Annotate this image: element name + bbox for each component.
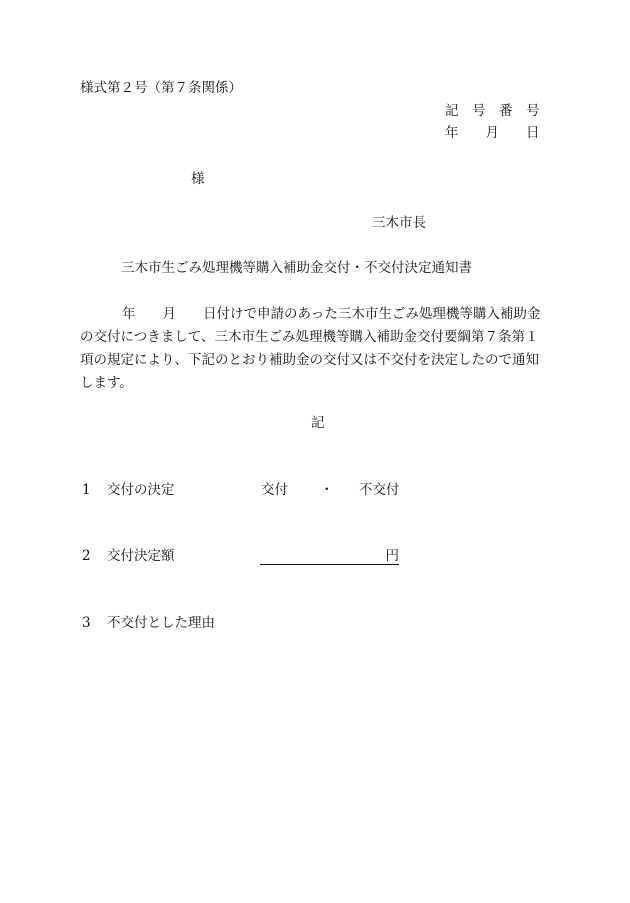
body-line: の交付につきまして、三木市生ごみ処理機等購入補助金交付要綱第７条第１ [80,329,539,345]
body-line: します。 [80,375,133,391]
option-grant: 交付 [261,482,288,498]
option-deny: 不交付 [359,482,400,498]
option-separator: ・ [320,482,334,498]
form-number: 様式第２号（第７条関係） [80,80,242,96]
item-label-grant-amount: 交付決定額 [107,548,175,564]
item-label-deny-reason: 不交付とした理由 [107,615,215,631]
item-number: 1 [82,482,91,498]
document-title: 三木市生ごみ処理機等購入補助金交付・不交付決定通知書 [121,260,472,276]
body-line: 項の規定により、下記のとおり補助金の交付又は不交付を決定したので通知 [80,352,539,368]
document-number-label: 記 号 番 号 [445,103,540,119]
body-line: 年 月 日付けで申請のあった三木市生ごみ処理機等購入補助金 [122,306,541,322]
amount-unit: 円 [385,548,399,564]
issuer-name: 三木市長 [372,215,426,231]
date-line: 年 月 日 [445,125,540,141]
ki-heading: 記 [311,415,325,431]
addressee-honorific: 様 [191,171,205,187]
item-number: 2 [82,548,91,564]
item-number: 3 [82,615,91,631]
body-paragraph [80,303,560,395]
item-label-grant-decision: 交付の決定 [107,482,175,498]
amount-blank-line [260,549,399,565]
